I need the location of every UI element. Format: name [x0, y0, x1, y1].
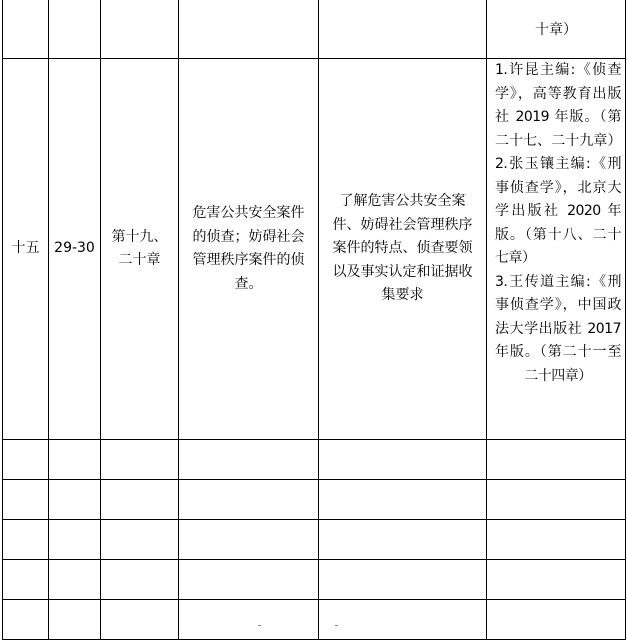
cell-empty	[101, 0, 179, 59]
footer-mark	[258, 625, 261, 626]
cell-empty	[49, 440, 101, 480]
cell-empty	[179, 440, 319, 480]
table-row-week-15	[3, 59, 626, 440]
reference-line: 年版。（第二十一至	[495, 344, 621, 360]
requirement-line: 集要求	[381, 287, 424, 304]
cell-empty	[49, 600, 101, 640]
content-line: 危害公共安全案件	[192, 205, 305, 221]
cell-empty	[179, 600, 319, 640]
chapter-cell	[101, 59, 179, 440]
cell-empty	[3, 480, 49, 520]
requirement-line: 以及事实认定和证据收	[332, 263, 473, 280]
cell-empty	[101, 440, 179, 480]
cell-empty	[319, 560, 487, 600]
hours-cell	[49, 59, 101, 440]
reference-line: 1.许昆主编:《侦查	[495, 62, 621, 78]
cell-empty	[49, 520, 101, 560]
table-row-empty	[3, 480, 626, 520]
cell-empty	[101, 560, 179, 600]
cell-empty	[487, 600, 626, 640]
requirement-cell	[319, 59, 487, 440]
table-row-empty	[3, 440, 626, 480]
cell-empty	[3, 560, 49, 600]
cell-empty	[319, 520, 487, 560]
reference-line: 事侦查学》，北京大	[495, 179, 621, 196]
references-cell	[487, 59, 626, 440]
cell-empty	[3, 520, 49, 560]
cell-empty	[101, 520, 179, 560]
cell-empty	[319, 600, 487, 640]
cell-empty	[3, 440, 49, 480]
reference-line: 3.王传道主编:《刑	[495, 273, 621, 290]
cell-empty	[179, 520, 319, 560]
cell-empty	[49, 0, 101, 59]
cell-empty	[49, 480, 101, 520]
cell-empty	[101, 480, 179, 520]
cell-empty	[3, 600, 49, 640]
cell-empty	[179, 480, 319, 520]
cell-empty	[3, 0, 49, 59]
table-row-empty	[3, 560, 626, 600]
table-row-empty	[3, 600, 626, 640]
cell-empty	[179, 560, 319, 600]
reference-tail-text: 十章）	[535, 21, 577, 38]
reference-line: 学出版社 2020 年	[495, 203, 621, 219]
syllabus-table	[2, 0, 626, 640]
content-line: 管理秩序案件的侦	[192, 252, 305, 268]
reference-line: 事侦查学》，中国政	[495, 297, 621, 313]
reference-line: 法大学出版社 2017	[495, 320, 621, 337]
cell-empty	[319, 480, 487, 520]
content-line: 查。	[234, 275, 263, 292]
cell-empty	[49, 560, 101, 600]
chapter-line: 二十章	[118, 252, 161, 268]
cell-empty	[179, 0, 319, 59]
cell-empty	[487, 520, 626, 560]
class-hours: 29-30	[54, 240, 95, 257]
cell-empty	[101, 600, 179, 640]
cell-empty	[319, 440, 487, 480]
footer-mark	[335, 625, 338, 626]
content-cell	[179, 59, 319, 440]
reference-line: 二十四章）	[524, 367, 592, 384]
reference-line: 学》，高等教育出版	[495, 85, 621, 102]
cell-empty	[487, 560, 626, 600]
table-row-empty	[3, 520, 626, 560]
cell-empty	[319, 0, 487, 59]
requirement-line: 了解危害公共安全案	[339, 193, 466, 210]
reference-line: 二十七、二十九章）	[495, 132, 621, 149]
requirement-line: 件、妨碍社会管理秩序	[332, 216, 473, 233]
table-row-top	[3, 0, 626, 59]
content-line: 的侦查；妨碍社会	[192, 228, 305, 245]
cell-empty	[487, 440, 626, 480]
reference-line: 七章）	[495, 250, 536, 266]
week-number: 十五	[11, 240, 40, 257]
requirement-line: 案件的特点、侦查要领	[332, 240, 473, 257]
week-cell	[3, 59, 49, 440]
cell-empty	[487, 480, 626, 520]
reference-tail-cell	[487, 0, 626, 59]
chapter-line: 第十九、	[111, 228, 168, 245]
reference-line: 社 2019 年版。（第	[495, 109, 621, 125]
reference-line: 版。（第十八、二十	[495, 226, 621, 243]
reference-line: 2.张玉镶主编:《刑	[495, 156, 621, 172]
